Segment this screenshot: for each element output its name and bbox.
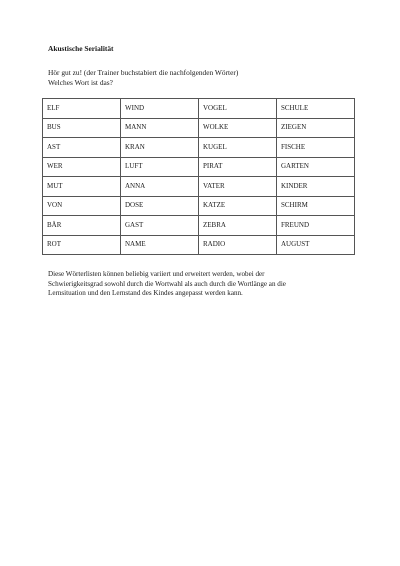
table-cell: WIND [121, 99, 199, 119]
instruction-line: Hör gut zu! (der Trainer buchstabiert die nachfolgenden Wörter) [48, 68, 239, 77]
word-table [42, 98, 355, 255]
table-cell: FISCHE [277, 138, 355, 158]
table-cell: SCHULE [277, 99, 355, 119]
table-cell: AUGUST [277, 235, 355, 255]
table-cell: BÄR [43, 216, 121, 236]
table-row [43, 99, 355, 119]
table-cell: WER [43, 157, 121, 177]
table-cell: BUS [43, 118, 121, 138]
table-cell: WOLKE [199, 118, 277, 138]
table-cell: VON [43, 196, 121, 216]
table-cell: GAST [121, 216, 199, 236]
note-line: Lernsituation und den Lernstand des Kindes angepasst werden kann. [48, 289, 243, 298]
table-row [43, 177, 355, 197]
note-line: Diese Wörterlisten können beliebig variiert und erweitert werden, wobei der [48, 270, 265, 278]
table-cell: DOSE [121, 196, 199, 216]
word-table-body [43, 99, 355, 255]
table-cell: MANN [121, 118, 199, 138]
table-row [43, 196, 355, 216]
table-cell: NAME [121, 235, 199, 255]
table-row [43, 235, 355, 255]
table-cell: KINDER [277, 177, 355, 197]
table-row [43, 118, 355, 138]
table-cell: PIRAT [199, 157, 277, 177]
table-row [43, 157, 355, 177]
table-cell: VOGEL [199, 99, 277, 119]
page-title: Akustische Serialität [48, 44, 114, 53]
table-cell: ROT [43, 235, 121, 255]
table-cell: ELF [43, 99, 121, 119]
table-row [43, 216, 355, 236]
table-cell: SCHIRM [277, 196, 355, 216]
table-cell: LUFT [121, 157, 199, 177]
table-cell: KATZE [199, 196, 277, 216]
table-row [43, 138, 355, 158]
table-cell: ZEBRA [199, 216, 277, 236]
table-cell: ZIEGEN [277, 118, 355, 138]
table-cell: RADIO [199, 235, 277, 255]
note-line: Schwierigkeitsgrad sowohl durch die Wortwahl als auch durch die Wortlänge an die [48, 279, 286, 288]
instructions [48, 68, 238, 88]
table-cell: ANNA [121, 177, 199, 197]
table-cell: FREUND [277, 216, 355, 236]
question-line: Welches Wort ist das? [48, 78, 113, 87]
note-paragraph [48, 270, 348, 299]
table-cell: MUT [43, 177, 121, 197]
table-cell: VATER [199, 177, 277, 197]
table-cell: AST [43, 138, 121, 158]
table-cell: GARTEN [277, 157, 355, 177]
table-cell: KRAN [121, 138, 199, 158]
table-cell: KUGEL [199, 138, 277, 158]
